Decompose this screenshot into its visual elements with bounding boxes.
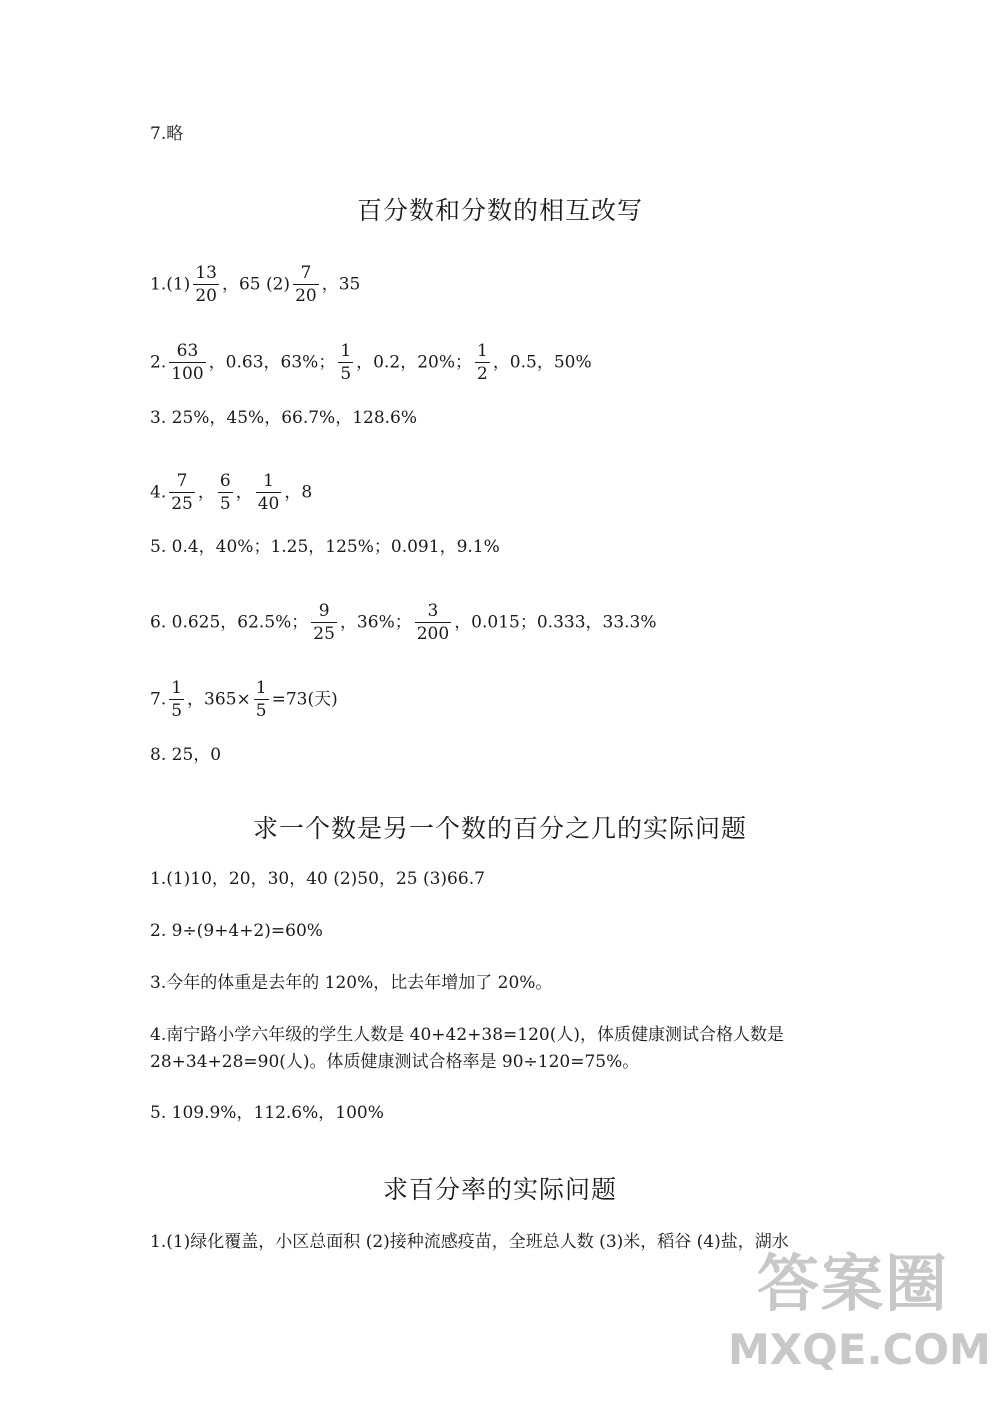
watermark — [728, 1243, 991, 1403]
previous-answer-7: 7.略 — [150, 124, 184, 144]
fraction: $\frac{1}{5}$ — [255, 678, 267, 721]
fraction: $\frac{6}{5}$ — [219, 471, 231, 514]
fraction: $\frac{63}{100}$ — [171, 341, 204, 384]
answer-1: 1.(1)绿化覆盖，小区总面积 (2)接种流感疫苗，全班总人数 (3)米，稻谷 (4)盐，湖水 — [150, 1232, 789, 1252]
answer-1: 1.(1)10，20，30，40 (2)50，25 (3)66.7 — [150, 869, 485, 889]
watermark-logo-text: 答案圈 — [756, 1247, 949, 1320]
answer-7: 7. $\frac{1}{5}$ ，365× $\frac{1}{5}$ =73(天) — [150, 678, 338, 721]
answer-2: 2. $\frac{63}{100}$ ，0.63，63%； $\frac{1}{5}$ ，0.2，20%； $\frac{1}{2}$ ，0.5，50% — [150, 341, 592, 384]
fraction: $\frac{13}{20}$ — [195, 263, 217, 306]
answer-4: 4.南宁路小学六年级的学生人数是 40+42+38=120(人)，体质健康测试合格人数是 28+34+28=90(人)。体质健康测试合格率是 90÷120=75%。 — [150, 1025, 784, 1072]
fraction: $\frac{1}{40}$ — [257, 471, 280, 514]
section-title-percent-of-number: 求一个数是另一个数的百分之几的实际问题 — [252, 814, 747, 843]
answer-4: 4. $\frac{7}{25}$ ， $\frac{6}{5}$ ， $\frac{1}{40}$ ，8 — [150, 471, 313, 514]
section-title-percentage-rate: 求百分率的实际问题 — [382, 1175, 617, 1204]
answer-1: 1.(1) $\frac{13}{20}$ ，65 (2) $\frac{7}{20}$ ，35 — [150, 263, 361, 306]
fraction: $\frac{1}{5}$ — [340, 341, 352, 384]
answer-5: 5. 0.4，40%；1.25，125%；0.091，9.1% — [150, 537, 500, 557]
fraction: $\frac{9}{25}$ — [313, 601, 335, 644]
fraction: $\frac{1}{2}$ — [476, 341, 488, 384]
fraction: $\frac{7}{20}$ — [295, 263, 317, 306]
section-title-percent-fraction: 百分数和分数的相互改写 — [356, 196, 643, 225]
answer-8: 8. 25，0 — [150, 745, 222, 765]
fraction: $\frac{3}{200}$ — [416, 601, 450, 644]
answer-3: 3. 25%，45%，66.7%，128.6% — [150, 408, 418, 428]
answer-2: 2. 9÷(9+4+2)=60% — [150, 921, 323, 941]
watermark-domain: MXQE.COM — [728, 1325, 991, 1374]
answer-5: 5. 109.9%，112.6%，100% — [150, 1103, 384, 1123]
answer-3: 3.今年的体重是去年的 120%，比去年增加了 20%。 — [150, 973, 553, 993]
fraction: $\frac{7}{25}$ — [171, 471, 193, 514]
answer-6: 6. 0.625，62.5%； $\frac{9}{25}$ ，36%； $\frac{3}{200}$ ，0.015；0.333，33.3% — [150, 601, 657, 644]
fraction: $\frac{1}{5}$ — [171, 678, 183, 721]
